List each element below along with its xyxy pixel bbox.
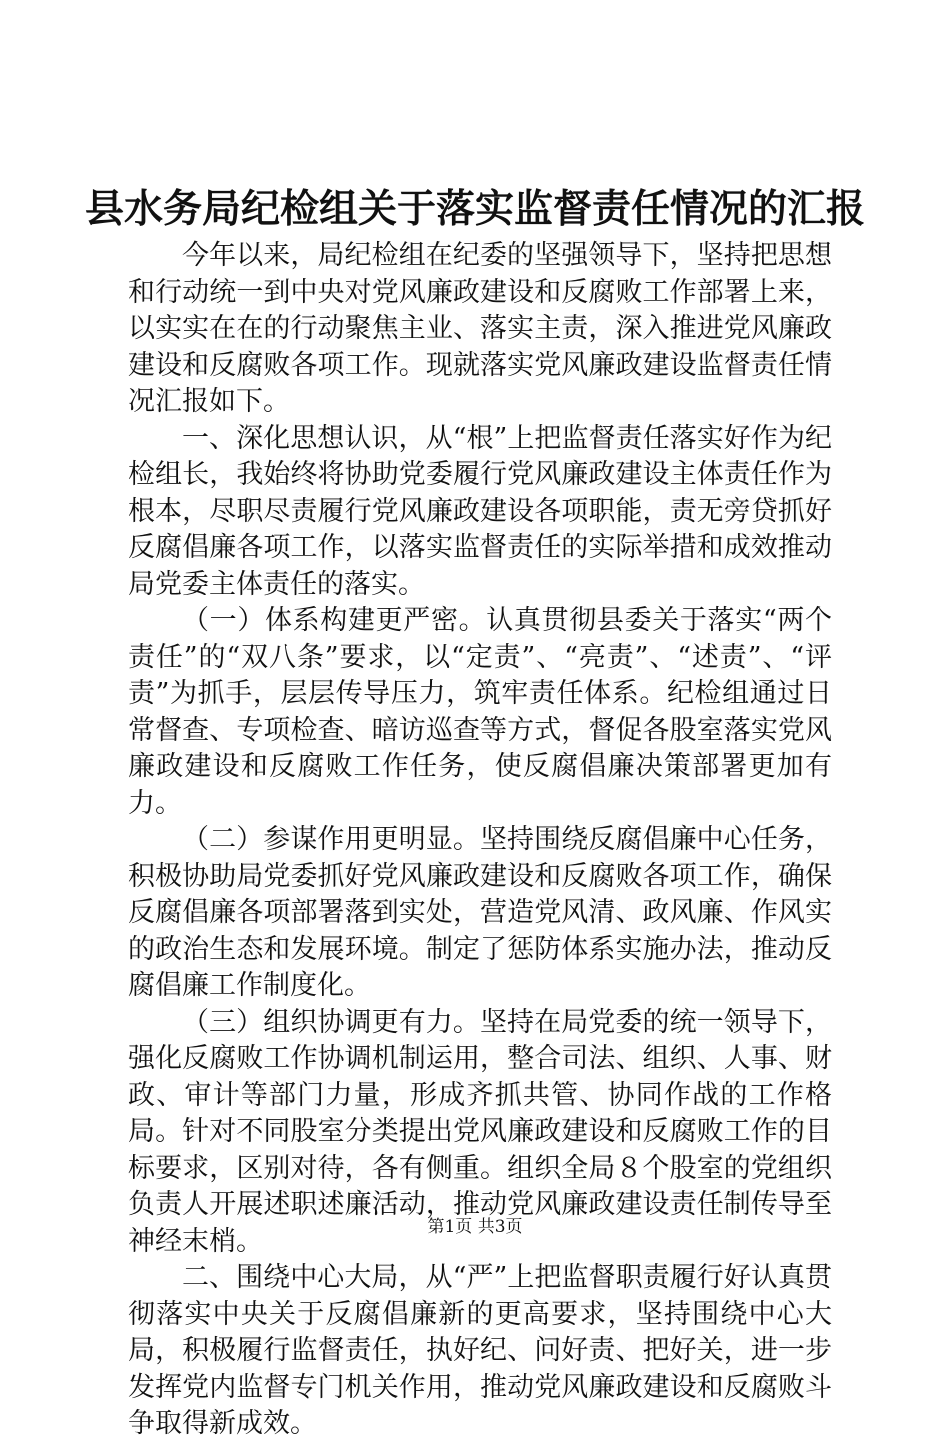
paragraph-subsection-1: （一）体系构建更严密。认真贯彻县委关于落实“两个责任”的“双八条”要求，以“定责”、“亮责”、“述责”、“评责”为抓手，层层传导压力，筑牢责任体系。纪检组通过日常督查、专项检查、暗访巡查等方式，督促各股室落实党风廉政建设和反腐败工作任务，使反腐倡廉决策部署更加有力。 — [128, 605, 833, 819]
paragraph-subsection-3: （三）组织协调更有力。坚持在局党委的统一领导下，强化反腐败工作协调机制运用，整合司法、组织、人事、财政、审计等部门力量，形成齐抓共管、协同作战的工作格局。针对不同股室分类提出党风廉政建设和反腐败工作的目标要求，区别对待，各有侧重。组织全局８个股室的党组织负责人开展述职述廉活动，推动党风廉政建设责任制传导至神经末梢。 — [128, 1006, 832, 1257]
page-number-footer: 第1页 共3页 — [427, 1217, 523, 1237]
paragraph-section-2: 二、围绕中心大局，从“严”上把监督职责履行好认真贯彻落实中央关于反腐倡廉新的更高要求，坚持围绕中心大局，积极履行监督责任，执好纪、问好责、把好关，进一步发挥党内监督专门机关作用，推动党风廉政建设和反腐败斗争取得新成效。 — [128, 1262, 832, 1439]
paragraph-intro: 今年以来，局纪检组在纪委的坚强领导下，坚持把思想和行动统一到中央对党风廉政建设和反腐败工作部署上来，以实实在在的行动聚焦主业、落实主责，深入推进党风廉政建设和反腐败各项工作。现就落实党风廉政建设监督责任情况汇报如下。 — [128, 240, 832, 417]
paragraph-section-1: 一、深化思想认识，从“根”上把监督责任落实好作为纪检组长，我始终将协助党委履行党风廉政建设主体责任作为根本，尽职尽责履行党风廉政建设各项职能，责无旁贷抓好反腐倡廉各项工作，以落实监督责任的实际举措和成效推动局党委主体责任的落实。 — [128, 422, 832, 600]
document-title: 县水务局纪检组关于落实监督责任情况的汇报 — [84, 186, 865, 232]
document-body — [128, 238, 832, 1443]
paragraph-subsection-2: （二）参谋作用更明显。坚持围绕反腐倡廉中心任务，积极协助局党委抓好党风廉政建设和反腐败各项工作，确保反腐倡廉各项部署落到实处，营造党风清、政风廉、作风实的政治生态和发展环境。制定了惩防体系实施办法，推动反腐倡廉工作制度化。 — [128, 824, 832, 1001]
